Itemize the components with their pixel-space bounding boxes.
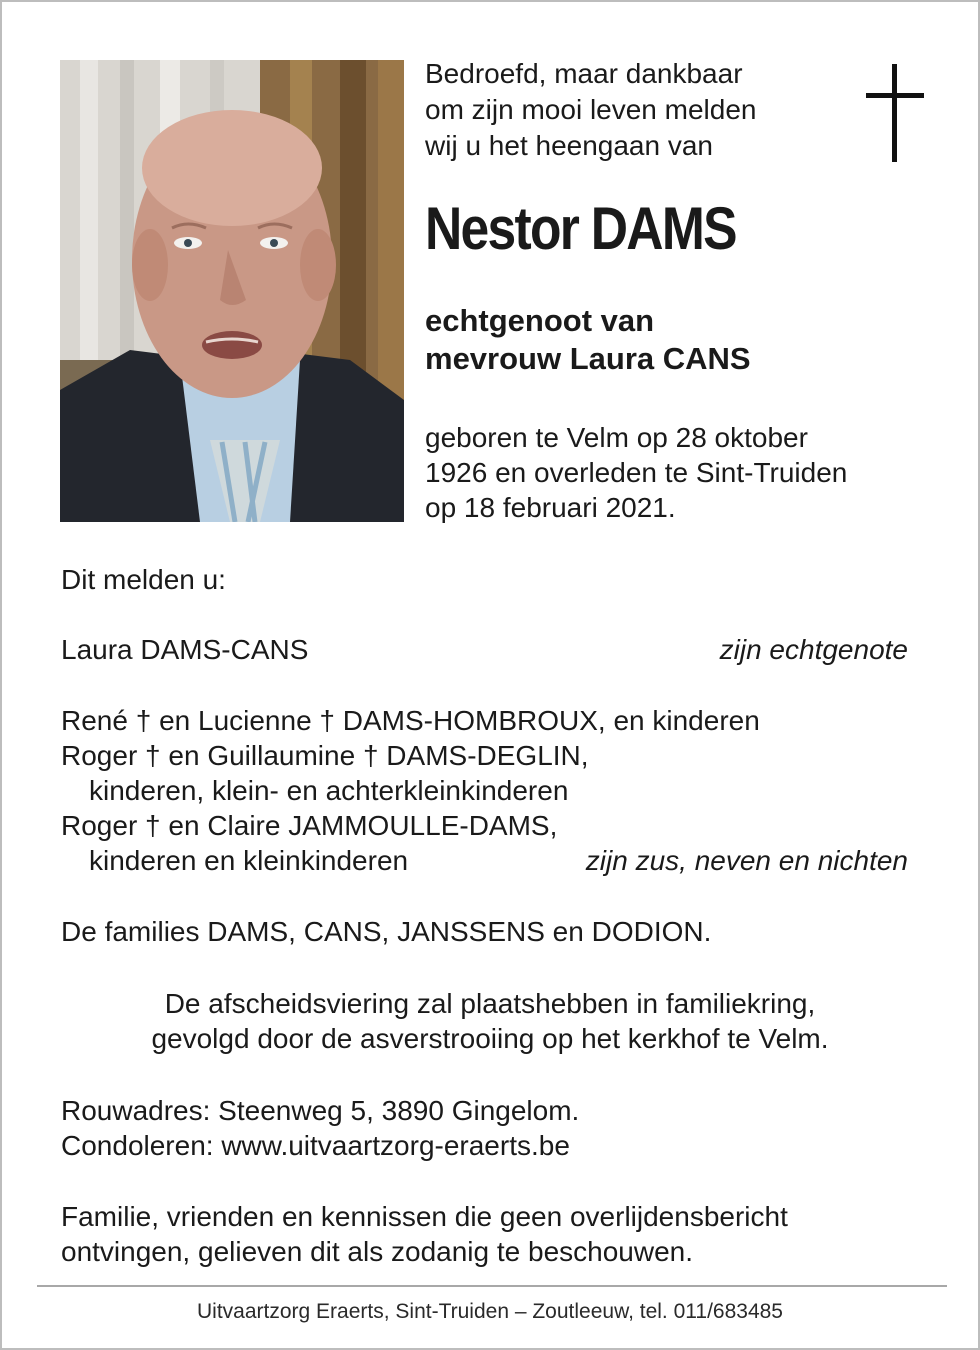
birth-death-info (425, 420, 847, 525)
condolences-link: Condoleren: www.uitvaartzorg-eraerts.be (61, 1130, 570, 1161)
notice-line: ontvingen, gelieven dit als zodanig te beschouwen. (61, 1236, 693, 1267)
intro-line: Bedroefd, maar dankbaar (425, 58, 743, 89)
relative-line: Roger † en Claire JAMMOULLE-DAMS, (61, 810, 558, 841)
notice-line: Familie, vrienden en kennissen die geen overlijdensbericht (61, 1201, 788, 1232)
footer-divider (37, 1285, 947, 1287)
deceased-name: Nestor DAMS (425, 195, 736, 262)
birth-line: 1926 en overleden te Sint-Truiden (425, 457, 848, 488)
portrait-photo (60, 60, 404, 522)
intro-text (425, 56, 757, 164)
spouse-line: mevrouw Laura CANS (425, 341, 751, 376)
relative-line: Roger † en Guillaumine † DAMS-DEGLIN, (61, 740, 589, 771)
ceremony-line: De afscheidsviering zal plaatshebben in familiekring, (164, 988, 816, 1019)
families-line: De families DAMS, CANS, JANSSENS en DODION. (61, 916, 712, 947)
mourning-address: Rouwadres: Steenweg 5, 3890 Gingelom. (61, 1095, 580, 1126)
relative-line: kinderen, klein- en achterkleinkinderen (89, 775, 569, 806)
intro-line: om zijn mooi leven melden (425, 94, 757, 125)
spouse-info (425, 302, 751, 378)
relative-line: kinderen en kleinkinderen (89, 845, 409, 876)
intro-line: wij u het heengaan van (425, 130, 713, 161)
announcers-intro: Dit melden u: (61, 564, 226, 595)
birth-line: op 18 februari 2021. (425, 492, 676, 523)
spouse-line: echtgenoot van (425, 303, 655, 338)
relative-line: René † en Lucienne † DAMS-HOMBROUX, en kinderen (61, 705, 760, 736)
relative-spouse-name: Laura DAMS-CANS (61, 634, 309, 665)
birth-line: geboren te Velm op 28 oktober (425, 422, 808, 453)
relative-role: zijn zus, neven en nichten (585, 845, 908, 876)
funeral-home-footer: Uitvaartzorg Eraerts, Sint-Truiden – Zoutleeuw, tel. 011/683485 (197, 1300, 783, 1323)
ceremony-line: gevolgd door de asverstrooiing op het kerkhof te Velm. (151, 1023, 829, 1054)
relative-spouse-role: zijn echtgenote (719, 634, 908, 665)
cross-icon (866, 64, 924, 162)
